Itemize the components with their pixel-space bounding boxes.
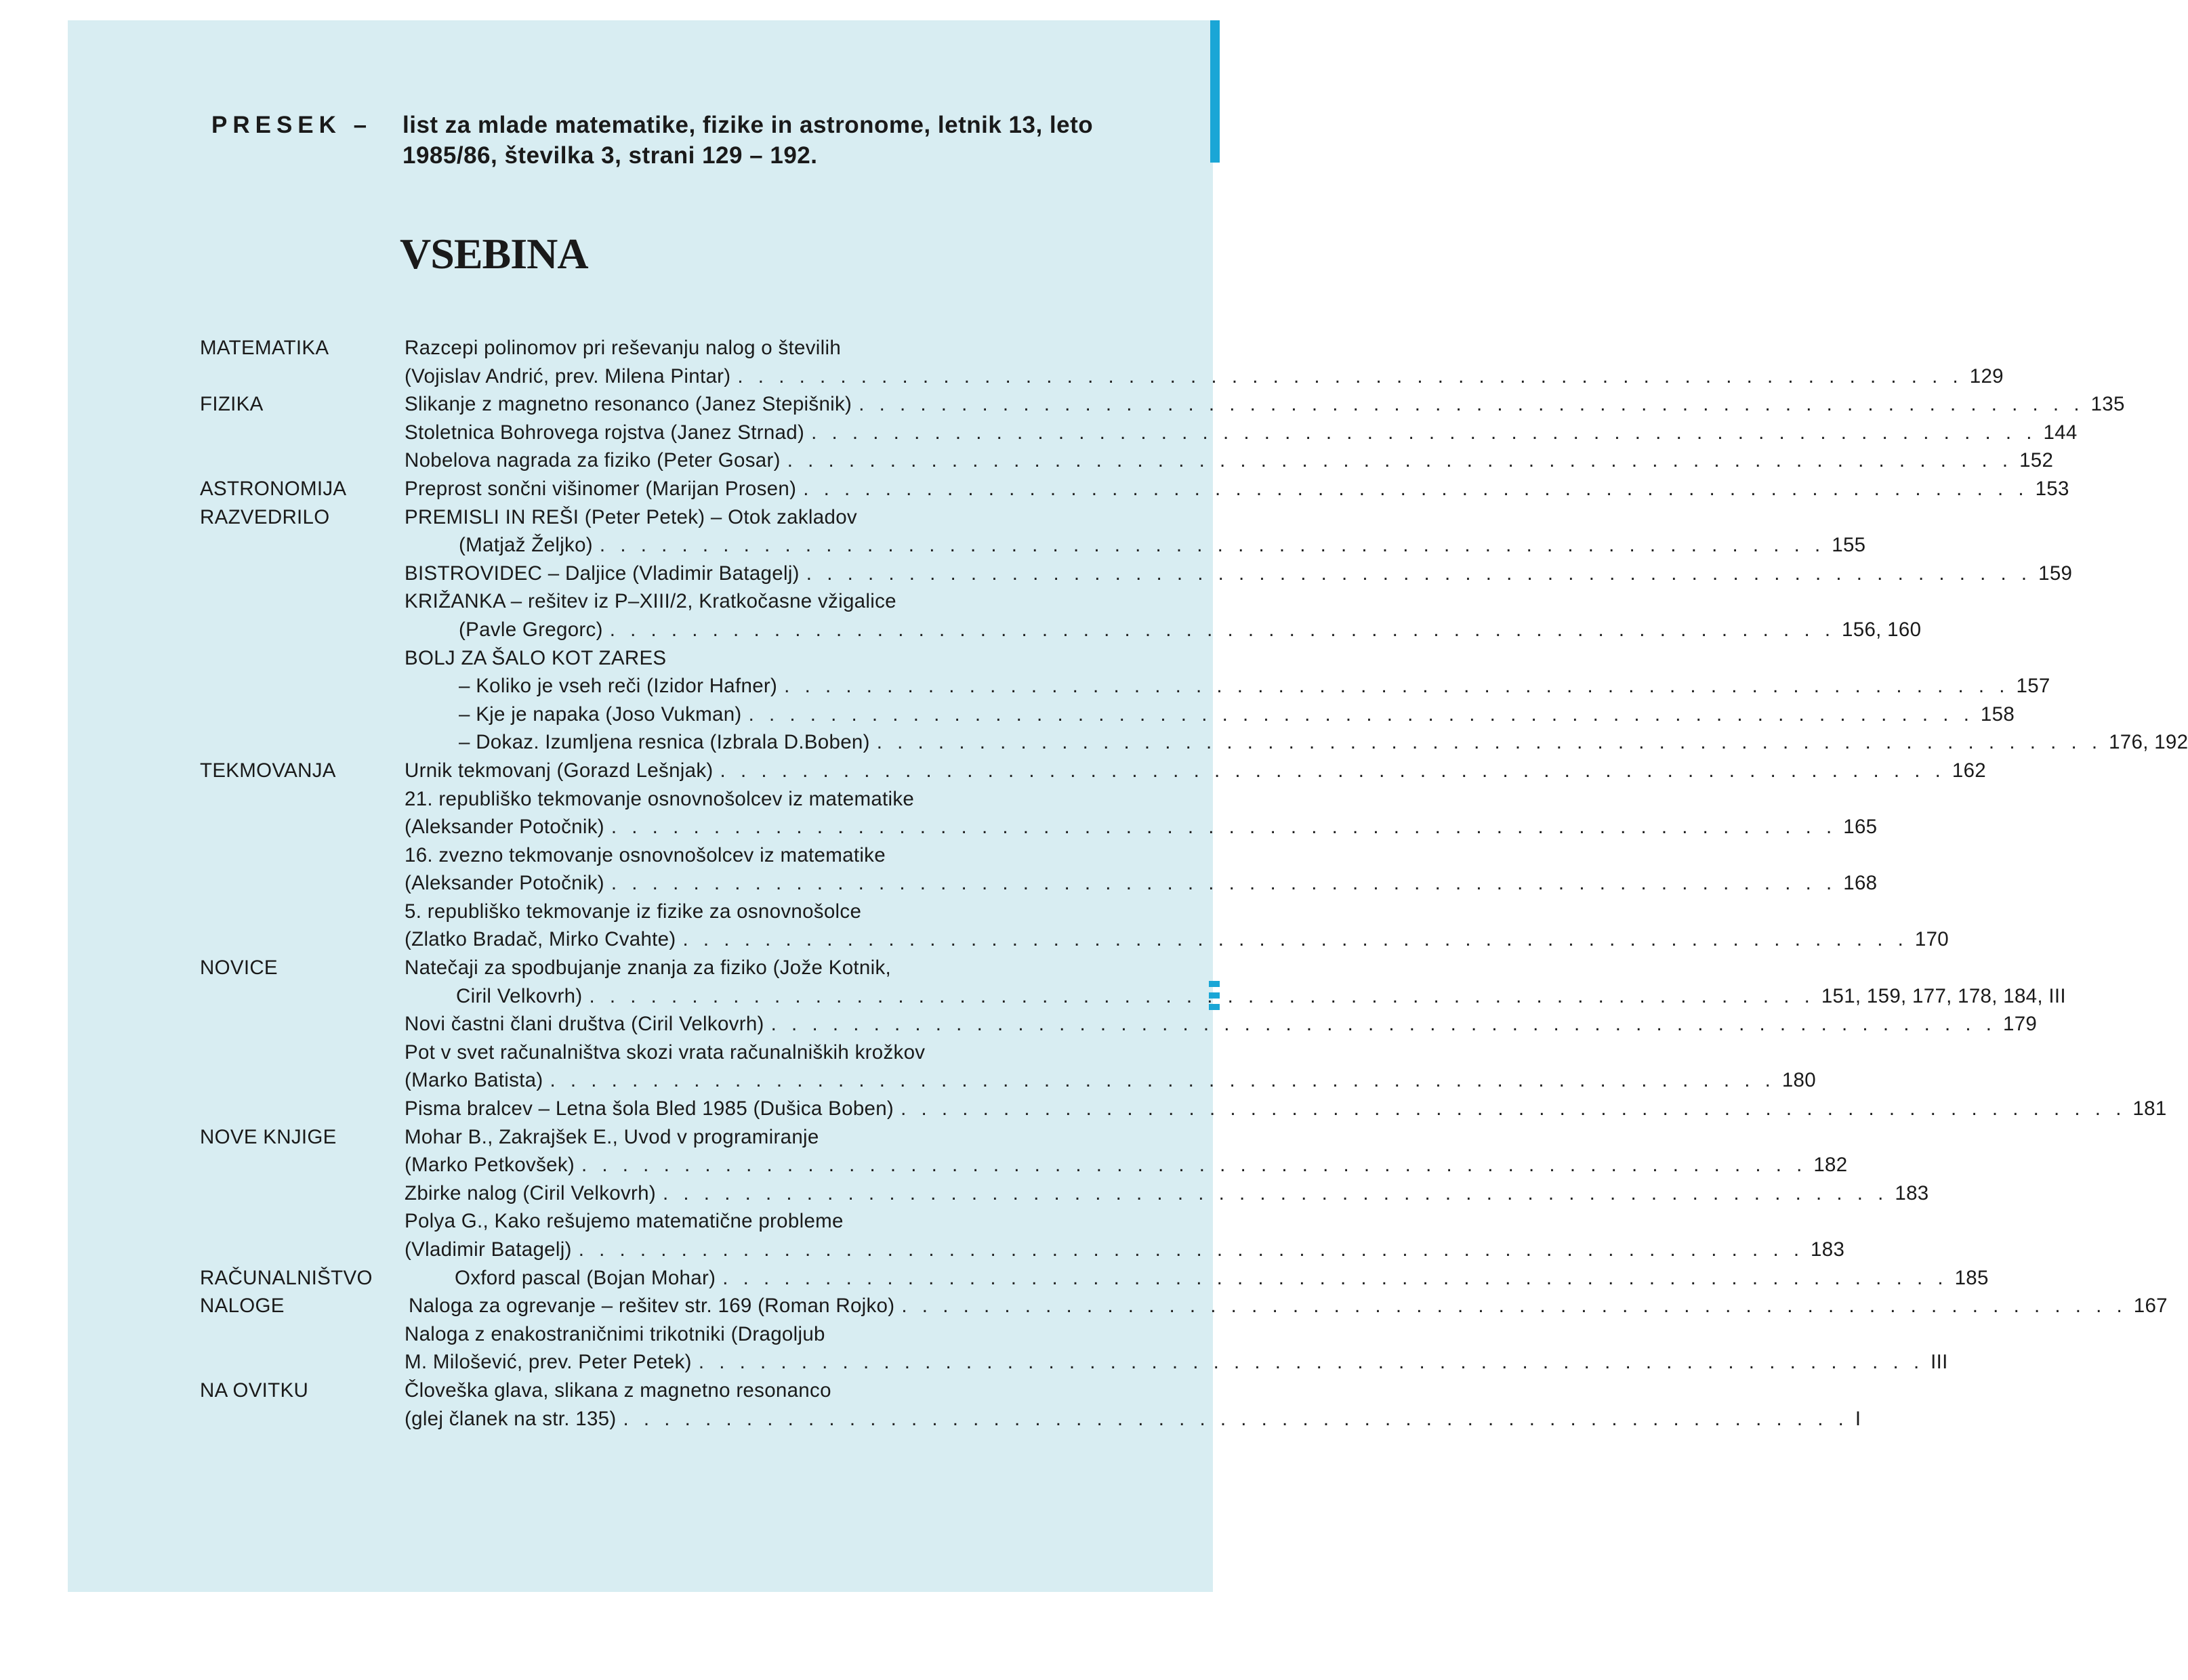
toc-entry-title: Pisma bralcev – Letna šola Bled 1985 (Dušica Boben) [405,1097,894,1120]
toc-row [200,672,2050,700]
toc-row [200,954,1089,982]
toc-row [200,700,2015,729]
toc-entry [409,1292,2168,1320]
toc-row [200,757,1987,785]
toc-entry [456,982,2066,1011]
table-of-contents [200,334,2188,1433]
toc-row [200,531,1866,560]
dot-leader: . . . . . . . . . . . . . . . . . . . . . . . . . . . . . . . . . . . . . . . . . . . . . . . . . . . . . . . . . . . . [722,1266,1948,1289]
toc-entry [459,616,1922,644]
dot-leader: . . . . . . . . . . . . . . . . . . . . . . . . . . . . . . . . . . . . . . . . . . . . . . . . . . . . . . . . . . . . [611,872,1837,895]
toc-entry [405,841,1089,870]
toc-row [200,1038,1089,1067]
toc-row [200,446,2054,475]
dot-leader: . . . . . . . . . . . . . . . . . . . . . . . . . . . . . . . . . . . . . . . . . . . . . . . . . . . . . . . . . . . . [901,1097,2126,1120]
toc-section-label: MATEMATIKA [200,337,329,359]
toc-row [200,390,2125,419]
toc-entry [459,700,2015,729]
toc-row [200,1236,1845,1264]
toc-row [200,1264,1989,1293]
dot-leader: . . . . . . . . . . . . . . . . . . . . . . . . . . . . . . . . . . . . . . . . . . . . . . . . . . . . . . . . . . . . [901,1295,2127,1318]
toc-page-number: 183 [1811,1238,1845,1261]
toc-entry [405,1405,1861,1433]
toc-entry [405,419,2078,447]
toc-row [200,1320,1089,1349]
toc-page-number: 170 [1914,928,1949,951]
toc-page-number: 181 [2132,1097,2167,1120]
dot-leader: . . . . . . . . . . . . . . . . . . . . . . . . . . . . . . . . . . . . . . . . . . . . . . . . . . . . . . . . . . . . [748,702,1974,726]
toc-entry-title: Ciril Velkovrh) [456,984,583,1007]
toc-row [200,1010,2038,1038]
toc-page-number: 155 [1832,534,1866,557]
dot-leader: . . . . . . . . . . . . . . . . . . . . . . . . . . . . . . . . . . . . . . . . . . . . . . . . . . . . . . . . . . . . [578,1238,1804,1261]
toc-row [200,1348,1948,1377]
toc-page-number: 185 [1954,1266,1989,1289]
toc-entry-title: KRIŽANKA – rešitev iz P–XIII/2, Kratkočasne vžigalice [405,590,896,613]
toc-entry [405,1095,2167,1123]
toc-entry [405,1179,1929,1208]
toc-entry-title: Nobelova nagrada za fiziko (Peter Gosar) [405,449,781,472]
toc-entry [405,1010,2038,1038]
toc-entry-title: Zbirke nalog (Ciril Velkovrh) [405,1181,657,1204]
toc-entry [405,644,1089,673]
toc-row [200,1066,1816,1095]
toc-row [200,1377,1089,1405]
toc-entry [405,1377,1089,1405]
toc-page-number: 144 [2043,421,2078,444]
toc-page-number: 153 [2035,477,2069,500]
toc-page-number: 158 [1980,702,2015,726]
toc-entry-title: (Marko Petkovšek) [405,1154,575,1177]
toc-entry [405,925,1949,954]
toc-page-number: 157 [2016,675,2050,698]
dot-leader: . . . . . . . . . . . . . . . . . . . . . . . . . . . . . . . . . . . . . . . . . . . . . . . . . . . . . . . . . . . . [599,534,1825,557]
toc-row [200,925,1949,954]
toc-entry [459,728,2188,757]
toc-entry [405,1207,1089,1236]
toc-row [200,616,1922,644]
toc-page-number: 180 [1781,1069,1816,1092]
toc-row [200,1207,1089,1236]
toc-entry-title: Urnik tekmovanj (Gorazd Lešnjak) [405,759,714,782]
toc-section-label: FIZIKA [200,393,264,416]
toc-entry-title: 5. republiško tekmovanje iz fizike za osnovnošolce [405,900,862,923]
toc-entry [405,1038,1089,1067]
toc-row [200,1151,1848,1179]
toc-row [200,587,1089,616]
toc-entry-title: (Aleksander Potočnik) [405,816,604,839]
toc-entry-title: Oxford pascal (Bojan Mohar) [455,1266,716,1289]
toc-entry-title: Natečaji za spodbujanje znanja za fiziko (Jože Kotnik, [405,957,892,980]
toc-section-label: RAZVEDRILO [200,505,330,528]
toc-entry [405,446,2054,475]
toc-entry-title: Človeška glava, slikana z magnetno resonanco [405,1379,831,1402]
toc-page-number: 182 [1813,1154,1848,1177]
toc-entry [459,672,2050,700]
toc-entry [405,362,2004,391]
toc-row [200,813,1878,841]
toc-entry [405,757,1987,785]
dot-leader: . . . . . . . . . . . . . . . . . . . . . . . . . . . . . . . . . . . . . . . . . . . . . . . . . . . . . . . . . . . . [811,421,2037,444]
toc-entry [405,813,1878,841]
toc-row [200,869,1878,898]
toc-entry [455,1264,1989,1293]
toc-entry-title: 16. zvezno tekmovanje osnovnošolcev iz matematike [405,843,886,866]
toc-entry-title: Mohar B., Zakrajšek E., Uvod v programiranje [405,1125,819,1148]
toc-page-number: 135 [2090,393,2125,416]
toc-entry [405,954,1089,982]
toc-section-label: NALOGE [200,1295,285,1318]
toc-entry [405,1123,1089,1152]
toc-page-number: 179 [2003,1013,2038,1036]
toc-entry-title: (Matjaž Željko) [459,534,593,557]
toc-row [200,1405,1861,1433]
toc-entry [405,334,1089,362]
toc-page-number: 165 [1843,816,1878,839]
toc-row [200,334,1089,362]
dot-leader: . . . . . . . . . . . . . . . . . . . . . . . . . . . . . . . . . . . . . . . . . . . . . . . . . . . . . . . . . . . . [611,816,1837,839]
toc-entry-title: (Marko Batista) [405,1069,543,1092]
toc-row [200,785,1089,814]
toc-entry-title: Razcepi polinomov pri reševanju nalog o številih [405,337,842,359]
toc-entry-title: – Dokaz. Izumljena resnica (Izbrala D.Boben) [459,731,870,754]
publication-description: list za mlade matematike, fizike in astronome, letnik 13, leto 1985/86, številka 3, strani 129 – 192. [402,112,1094,169]
dot-leader: . . . . . . . . . . . . . . . . . . . . . . . . . . . . . . . . . . . . . . . . . . . . . . . . . . . . . . . . . . . . [720,759,1945,782]
toc-section-label: NOVICE [200,957,278,980]
toc-entry-title: Pot v svet računalništva skozi vrata računalniških krožkov [405,1041,926,1064]
dot-leader: . . . . . . . . . . . . . . . . . . . . . . . . . . . . . . . . . . . . . . . . . . . . . . . . . . . . . . . . . . . . [581,1154,1807,1177]
toc-entry-title: (Pavle Gregorc) [459,618,603,641]
dot-leader: . . . . . . . . . . . . . . . . . . . . . . . . . . . . . . . . . . . . . . . . . . . . . . . . . . . . . . . . . . . . [787,449,2013,472]
toc-entry-title: BOLJ ZA ŠALO KOT ZARES [405,646,667,669]
toc-entry-title: Novi častni člani društva (Ciril Velkovrh) [405,1013,764,1036]
dot-leader: . . . . . . . . . . . . . . . . . . . . . . . . . . . . . . . . . . . . . . . . . . . . . . . . . . . . . . . . . . . . [682,928,1908,951]
toc-section-label: NOVE KNJIGE [200,1125,337,1148]
toc-entry-title: M. Milošević, prev. Peter Petek) [405,1351,692,1374]
toc-entry [405,1236,1845,1264]
toc-page-number: 183 [1895,1181,1929,1204]
toc-row [200,841,1089,870]
toc-page-number: 167 [2133,1295,2168,1318]
toc-entry-title: (Aleksander Potočnik) [405,872,604,895]
toc-entry [405,390,2125,419]
dot-leader: . . . . . . . . . . . . . . . . . . . . . . . . . . . . . . . . . . . . . . . . . . . . . . . . . . . . . . . . . . . . [784,675,2010,698]
toc-row [200,728,2188,757]
toc-entry [405,587,1089,616]
toc-page-number: 129 [1969,364,2004,387]
toc-entry-title: – Kje je napaka (Joso Vukman) [459,702,742,726]
toc-entry-title: (Vladimir Batagelj) [405,1238,572,1261]
toc-row [200,503,1089,532]
toc-entry [405,1320,1089,1349]
toc-entry-title: – Koliko je vseh reči (Izidor Hafner) [459,675,778,698]
toc-page-number: 168 [1843,872,1878,895]
dot-leader: . . . . . . . . . . . . . . . . . . . . . . . . . . . . . . . . . . . . . . . . . . . . . . . . . . . . . . . . . . . . [803,477,2029,500]
dot-leader: . . . . . . . . . . . . . . . . . . . . . . . . . . . . . . . . . . . . . . . . . . . . . . . . . . . . . . . . . . . . [663,1181,1888,1204]
toc-row [200,1095,2167,1123]
toc-section-label: TEKMOVANJA [200,759,336,782]
edge-color-bar [1210,20,1220,163]
page-title: VSEBINA [400,230,588,278]
toc-entry [405,1348,1948,1377]
dot-leader: . . . . . . . . . . . . . . . . . . . . . . . . . . . . . . . . . . . . . . . . . . . . . . . . . . . . . . . . . . . . [806,562,2032,585]
toc-entry [405,1066,1816,1095]
dot-leader: . . . . . . . . . . . . . . . . . . . . . . . . . . . . . . . . . . . . . . . . . . . . . . . . . . . . . . . . . . . . [770,1013,1996,1036]
toc-page-number: 176, 192 [2109,731,2188,754]
toc-entry-title: Naloga za ogrevanje – rešitev str. 169 (Roman Rojko) [409,1295,895,1318]
toc-entry [405,503,1089,532]
toc-entry-title: (glej članek na str. 135) [405,1407,617,1430]
toc-row [200,1292,2168,1320]
toc-entry-title: Naloga z enakostraničnimi trikotniki (Dragoljub [405,1322,825,1345]
dot-leader: . . . . . . . . . . . . . . . . . . . . . . . . . . . . . . . . . . . . . . . . . . . . . . . . . . . . . . . . . . . . [623,1407,1849,1430]
dot-leader: . . . . . . . . . . . . . . . . . . . . . . . . . . . . . . . . . . . . . . . . . . . . . . . . . . . . . . . . . . . . [550,1069,1775,1092]
toc-section-label: ASTRONOMIJA [200,477,347,500]
toc-entry-title: (Zlatko Bradač, Mirko Cvahte) [405,928,676,951]
toc-entry-title: 21. republiško tekmovanje osnovnošolcev iz matematike [405,787,915,810]
toc-row [200,982,2066,1011]
toc-entry [405,475,2069,503]
toc-section-label: NA OVITKU [200,1379,309,1402]
toc-entry-title: (Vojislav Andrić, prev. Milena Pintar) [405,364,731,387]
toc-entry [405,1151,1848,1179]
toc-row [200,419,2078,447]
toc-row [200,1123,1089,1152]
toc-page-number: 151, 159, 177, 178, 184, III [1821,984,2066,1007]
dot-leader: . . . . . . . . . . . . . . . . . . . . . . . . . . . . . . . . . . . . . . . . . . . . . . . . . . . . . . . . . . . . [589,984,1815,1007]
toc-page-number: 156, 160 [1842,618,1922,641]
toc-row [200,362,2004,391]
toc-entry [405,898,1089,926]
toc-row [200,475,2069,503]
toc-entry [459,531,1866,560]
toc-entry-title: Polya G., Kako rešujemo matematične probleme [405,1210,844,1233]
toc-entry-title: Stoletnica Bohrovega rojstva (Janez Strnad) [405,421,805,444]
toc-entry-title: Slikanje z magnetno resonanco (Janez Stepišnik) [405,393,852,416]
toc-section-label: RAČUNALNIŠTVO [200,1266,373,1289]
toc-entry-title: PREMISLI IN REŠI (Peter Petek) – Otok zakladov [405,505,857,528]
toc-entry-title: Preprost sončni višinomer (Marijan Prosen) [405,477,797,500]
dot-leader: . . . . . . . . . . . . . . . . . . . . . . . . . . . . . . . . . . . . . . . . . . . . . . . . . . . . . . . . . . . . [859,393,2084,416]
toc-entry [405,869,1878,898]
dot-leader: . . . . . . . . . . . . . . . . . . . . . . . . . . . . . . . . . . . . . . . . . . . . . . . . . . . . . . . . . . . . [609,618,1836,641]
toc-page-number: 152 [2019,449,2054,472]
toc-row [200,560,2073,588]
toc-page-number: 162 [1952,759,1987,782]
toc-page-number: 159 [2038,562,2073,585]
dot-leader: . . . . . . . . . . . . . . . . . . . . . . . . . . . . . . . . . . . . . . . . . . . . . . . . . . . . . . . . . . . . [876,731,2103,754]
toc-row [200,1179,1929,1208]
toc-row [200,898,1089,926]
toc-entry-title: BISTROVIDEC – Daljice (Vladimir Batagelj) [405,562,800,585]
dot-leader: . . . . . . . . . . . . . . . . . . . . . . . . . . . . . . . . . . . . . . . . . . . . . . . . . . . . . . . . . . . . [698,1351,1924,1374]
toc-page-number: III [1931,1351,1948,1374]
toc-page-number: I [1855,1407,1861,1430]
publication-name: PRESEK – [211,112,373,138]
toc-entry [405,785,1089,814]
toc-entry [405,560,2073,588]
dot-leader: . . . . . . . . . . . . . . . . . . . . . . . . . . . . . . . . . . . . . . . . . . . . . . . . . . . . . . . . . . . . [737,364,1963,387]
toc-row [200,644,1089,673]
